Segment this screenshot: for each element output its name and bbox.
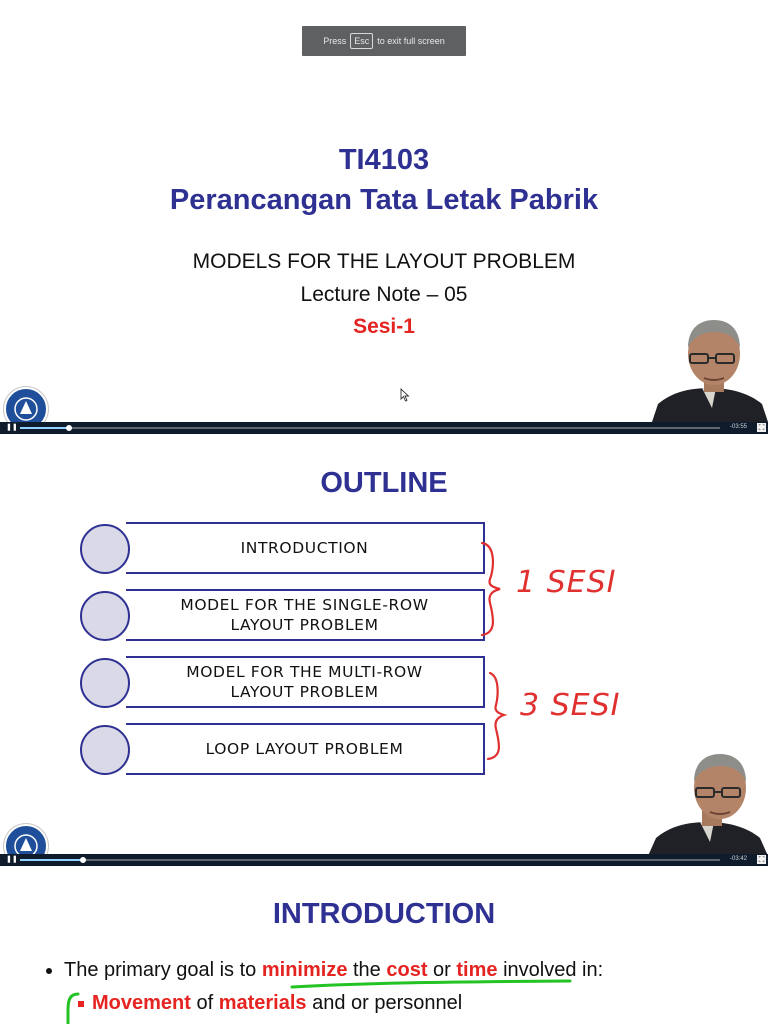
fullscreen-exit-notice [302,26,466,56]
outline-item-single-row [80,589,490,645]
handwritten-annotation-1: 1 SESI [516,565,617,600]
outline-bullet-circle [80,658,130,708]
video-frame-introduction-slide [0,866,768,1024]
session-label: Sesi-1 [353,315,415,338]
presenter-webcam [652,312,768,422]
sub-bullet-marker [78,1001,84,1007]
lecture-number: Lecture Note – 05 [300,283,468,306]
outline-item-label: MODEL FOR THE MULTI-ROW LAYOUT PROBLEM [126,656,485,708]
outline-heading: OUTLINE [320,467,448,499]
progress-fill [20,859,83,861]
handwritten-annotation-2: 3 SESI [520,688,621,723]
video-player-controls [0,854,768,866]
outline-bullet-circle [80,591,130,641]
progress-track[interactable] [20,859,720,861]
outline-item-introduction [80,522,490,578]
outline-item-label: LOOP LAYOUT PROBLEM [126,723,485,775]
course-code: TI4103 [338,144,430,176]
green-highlight-underline [290,978,572,990]
bullet-primary-goal: The primary goal is to minimize the cost or time involved in: [46,959,603,982]
progress-knob[interactable] [80,857,86,863]
slide-subtitle: MODELS FOR THE LAYOUT PROBLEM [192,250,576,273]
outline-item-multi-row [80,656,490,712]
pause-icon[interactable]: ❚❚ [6,424,18,431]
bullet-dot [46,968,52,974]
outline-bullet-circle [80,725,130,775]
notice-press-text: Press [323,36,347,46]
mouse-cursor-icon [400,388,410,402]
esc-key-badge: Esc [350,33,373,49]
pause-icon[interactable]: ❚❚ [6,856,18,863]
handwritten-brace-1 [476,539,516,639]
progress-knob[interactable] [66,425,72,431]
time-remaining: -03:55 [730,424,748,430]
fullscreen-icon[interactable]: ⛶ [758,855,765,864]
video-player-controls [0,422,768,434]
video-frame-outline-slide [0,434,768,866]
outline-item-label: INTRODUCTION [126,522,485,574]
sub-bullet-movement: Movement of materials and or personnel [78,992,462,1015]
course-title: Perancangan Tata Letak Pabrik [169,184,599,216]
presenter-webcam [648,744,768,856]
outline-bullet-circle [80,524,130,574]
video-frame-title-slide [0,0,768,434]
progress-fill [20,427,69,429]
handwritten-brace-2 [482,669,522,763]
progress-track[interactable] [20,427,720,429]
notice-message-text: to exit full screen [377,36,445,46]
introduction-heading: INTRODUCTION [272,898,496,930]
outline-item-loop-layout [80,723,490,779]
time-remaining: -03:42 [730,856,748,862]
outline-item-label: MODEL FOR THE SINGLE-ROW LAYOUT PROBLEM [126,589,485,641]
fullscreen-icon[interactable]: ⛶ [758,423,765,432]
